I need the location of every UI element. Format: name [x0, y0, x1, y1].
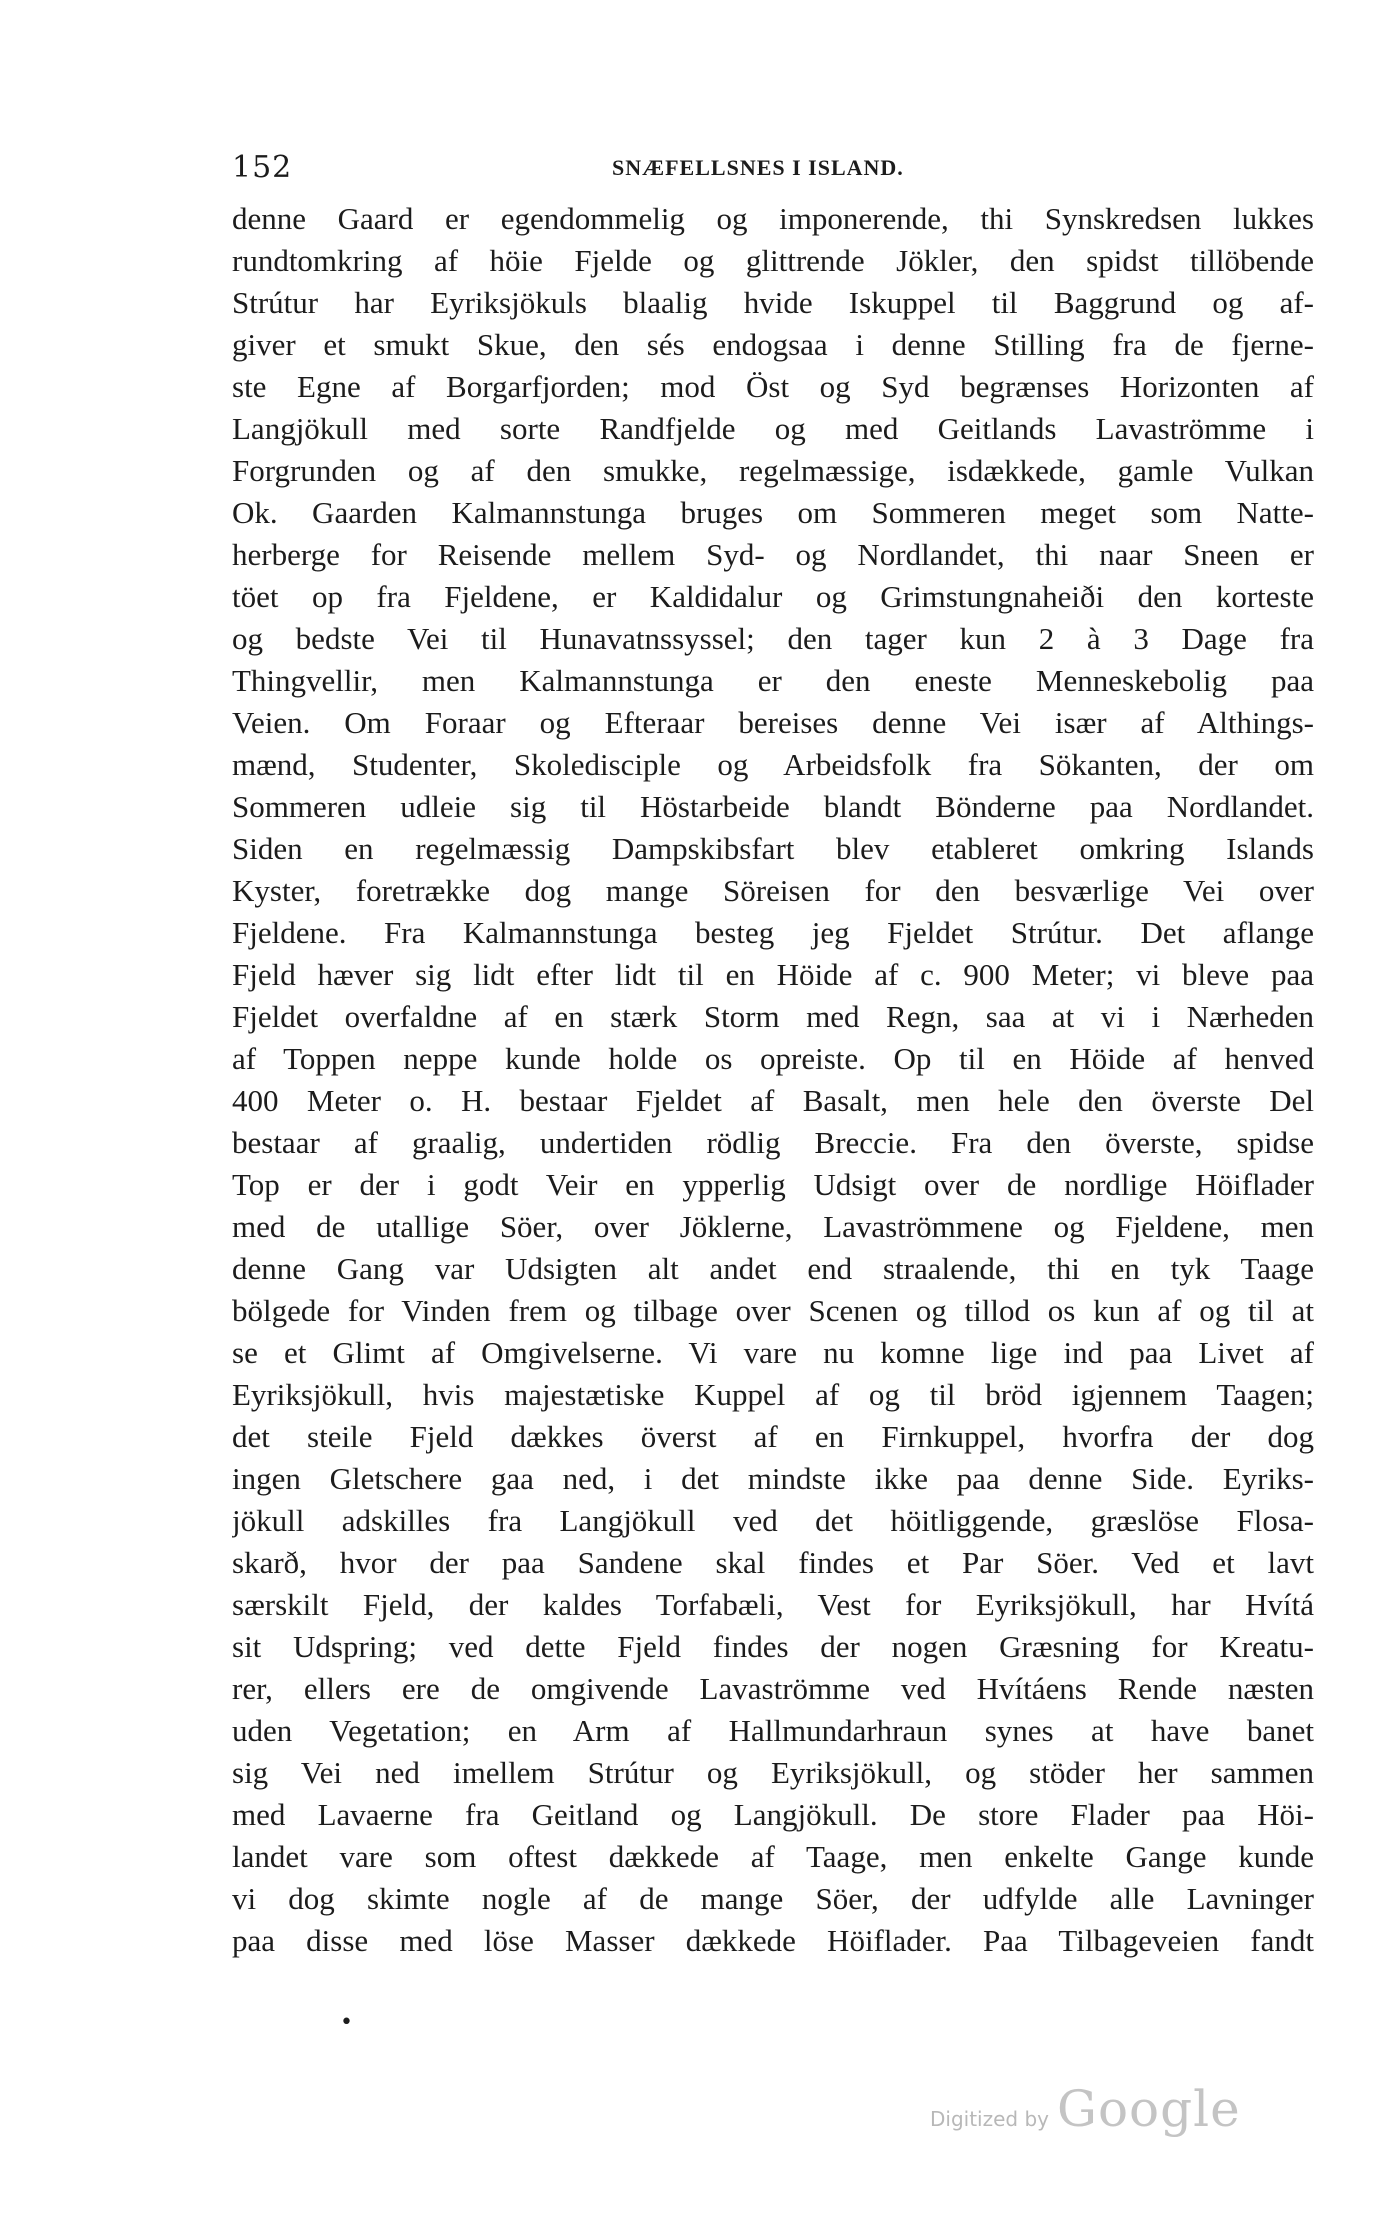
text-line: Fjeldene. Fra Kalmannstunga besteg jeg Fjeldet Strútur. Det aflange — [232, 915, 1314, 950]
text-line: denne Gaard er egendommelig og imponerende, thi Synskredsen lukkes — [232, 201, 1314, 236]
text-line: og bedste Vei til Hunavatnssyssel; den tager kun 2 à 3 Dage fra — [232, 621, 1314, 656]
text-line: med de utallige Söer, over Jöklerne, Lavaströmmene og Fjeldene, men — [232, 1209, 1314, 1244]
text-line: denne Gang var Udsigten alt andet end straalende, thi en tyk Taage — [232, 1251, 1314, 1286]
text-line: Eyriksjökull, hvis majestætiske Kuppel af og til bröd igjennem Taagen; — [232, 1377, 1314, 1412]
text-line: Ok. Gaarden Kalmannstunga bruges om Sommeren meget som Natte- — [232, 495, 1314, 530]
text-line: töet op fra Fjeldene, er Kaldidalur og Grimstungnaheiði den korteste — [232, 579, 1314, 614]
text-line: paa disse med löse Masser dækkede Höiflader. Paa Tilbageveien fandt — [232, 1923, 1314, 1958]
text-line: herberge for Reisende mellem Syd- og Nordlandet, thi naar Sneen er — [232, 537, 1314, 572]
text-line: Langjökull med sorte Randfjelde og med Geitlands Lavaströmme i — [232, 411, 1314, 446]
text-line: landet vare som oftest dækkede af Taage, men enkelte Gange kunde — [232, 1839, 1314, 1874]
text-line: med Lavaerne fra Geitland og Langjökull. De store Flader paa Höi- — [232, 1797, 1314, 1832]
text-line: giver et smukt Skue, den sés endogsaa i denne Stilling fra de fjerne- — [232, 327, 1314, 362]
google-logo: Google — [1057, 2080, 1241, 2138]
page-header — [0, 0, 1400, 200]
text-line: bestaar af graalig, undertiden rödlig Breccie. Fra den överste, spidse — [232, 1125, 1314, 1160]
text-line: Top er der i godt Veir en ypperlig Udsigt over de nordlige Höiflader — [232, 1167, 1314, 1202]
digitized-label: Digitized by — [930, 2107, 1049, 2131]
text-line: Strútur har Eyriksjökuls blaalig hvide Iskuppel til Baggrund og af- — [232, 285, 1314, 320]
text-line: sit Udspring; ved dette Fjeld findes der nogen Græsning for Kreatu- — [232, 1629, 1314, 1664]
text-line: 400 Meter o. H. bestaar Fjeldet af Basalt, men hele den överste Del — [232, 1083, 1314, 1118]
text-line: skarð, hvor der paa Sandene skal findes et Par Söer. Ved et lavt — [232, 1545, 1314, 1580]
stray-mark: • — [340, 2010, 353, 2035]
text-line: Kyster, foretrække dog mange Söreisen for den besværlige Vei over — [232, 873, 1314, 908]
text-line: Thingvellir, men Kalmannstunga er den eneste Menneskebolig paa — [232, 663, 1314, 698]
text-line: se et Glimt af Omgivelserne. Vi vare nu komne lige ind paa Livet af — [232, 1335, 1314, 1370]
text-line: Siden en regelmæssig Dampskibsfart blev etableret omkring Islands — [232, 831, 1314, 866]
text-line: det steile Fjeld dækkes överst af en Firnkuppel, hvorfra der dog — [232, 1419, 1314, 1454]
text-line: rer, ellers ere de omgivende Lavaströmme ved Hvítáens Rende næsten — [232, 1671, 1314, 1706]
text-line: Sommeren udleie sig til Höstarbeide blandt Bönderne paa Nordlandet. — [232, 789, 1314, 824]
text-line: ingen Gletschere gaa ned, i det mindste ikke paa denne Side. Eyriks- — [232, 1461, 1314, 1496]
text-line: Fjeldet overfaldne af en stærk Storm med Regn, saa at vi i Nærheden — [232, 999, 1314, 1034]
text-line: vi dog skimte nogle af de mange Söer, der udfylde alle Lavninger — [232, 1881, 1314, 1916]
text-line: rundtomkring af höie Fjelde og glittrende Jökler, den spidst tillöbende — [232, 243, 1314, 278]
text-line: ste Egne af Borgarfjorden; mod Öst og Syd begrænses Horizonten af — [232, 369, 1314, 404]
text-line: uden Vegetation; en Arm af Hallmundarhraun synes at have banet — [232, 1713, 1314, 1748]
text-line: af Toppen neppe kunde holde os opreiste. Op til en Höide af henved — [232, 1041, 1314, 1076]
text-line: Fjeld hæver sig lidt efter lidt til en Höide af c. 900 Meter; vi bleve paa — [232, 957, 1314, 992]
running-title: SNÆFELLSNES I ISLAND. — [612, 155, 904, 180]
page-number: 152 — [232, 150, 293, 185]
text-line: sig Vei ned imellem Strútur og Eyriksjökull, og stöder her sammen — [232, 1755, 1314, 1790]
text-line: jökull adskilles fra Langjökull ved det höitliggende, græslöse Flosa- — [232, 1503, 1314, 1538]
text-line: bölgede for Vinden frem og tilbage over Scenen og tillod os kun af og til at — [232, 1293, 1314, 1328]
body-text — [232, 198, 1314, 1962]
digitized-watermark — [930, 2080, 1241, 2160]
text-line: Veien. Om Foraar og Efteraar bereises denne Vei især af Althings- — [232, 705, 1314, 740]
text-line: Forgrunden og af den smukke, regelmæssige, isdækkede, gamle Vulkan — [232, 453, 1314, 488]
text-line: særskilt Fjeld, der kaldes Torfabæli, Vest for Eyriksjökull, har Hvítá — [232, 1587, 1314, 1622]
text-line: mænd, Studenter, Skoledisciple og Arbeidsfolk fra Sökanten, der om — [232, 747, 1314, 782]
